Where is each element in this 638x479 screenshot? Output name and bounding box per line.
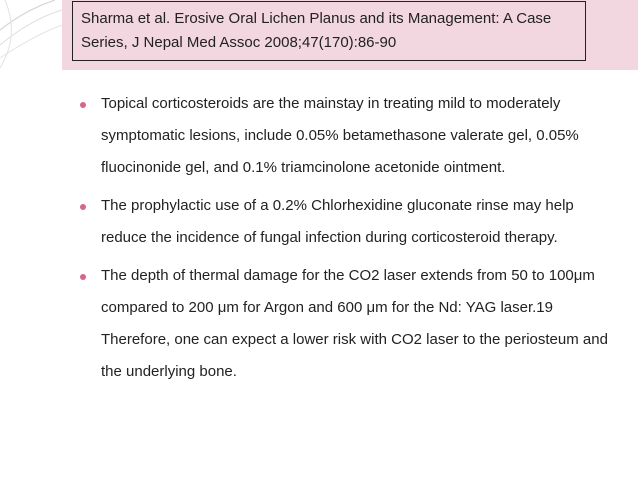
bullet-item bbox=[78, 88, 623, 184]
bullet-dot-icon bbox=[80, 204, 86, 210]
bullet-item bbox=[78, 260, 623, 388]
bullet-item bbox=[78, 190, 623, 254]
bullet-text: The depth of thermal damage for the CO2 laser extends from 50 to 100μm compared to 200 μm for Argon and 600 μm for the Nd: YAG laser.19 Therefore, one can expect a lower risk with CO2 laser to the periosteum and the underlying bone. bbox=[101, 267, 608, 380]
citation-text: Sharma et al. Erosive Oral Lichen Planus and its Management: A Case Series, J Nepal Med Assoc 2008;47(170):86-90 bbox=[81, 10, 552, 51]
bullet-dot-icon bbox=[80, 102, 86, 108]
bullet-dot-icon bbox=[80, 274, 86, 280]
bullet-list bbox=[78, 88, 623, 394]
citation-box bbox=[72, 1, 586, 61]
decorative-corner bbox=[0, 0, 62, 70]
swirl-decoration-icon bbox=[0, 0, 62, 70]
bullet-text: Topical corticosteroids are the mainstay in treating mild to moderately symptomatic lesions, include 0.05% betamethasone valerate gel, 0.05% fluocinonide gel, and 0.1% triamcinolone acetonide ointment. bbox=[101, 95, 579, 176]
bullet-text: The prophylactic use of a 0.2% Chlorhexidine gluconate rinse may help reduce the incidence of fungal infection during corticosteroid therapy. bbox=[101, 197, 574, 246]
